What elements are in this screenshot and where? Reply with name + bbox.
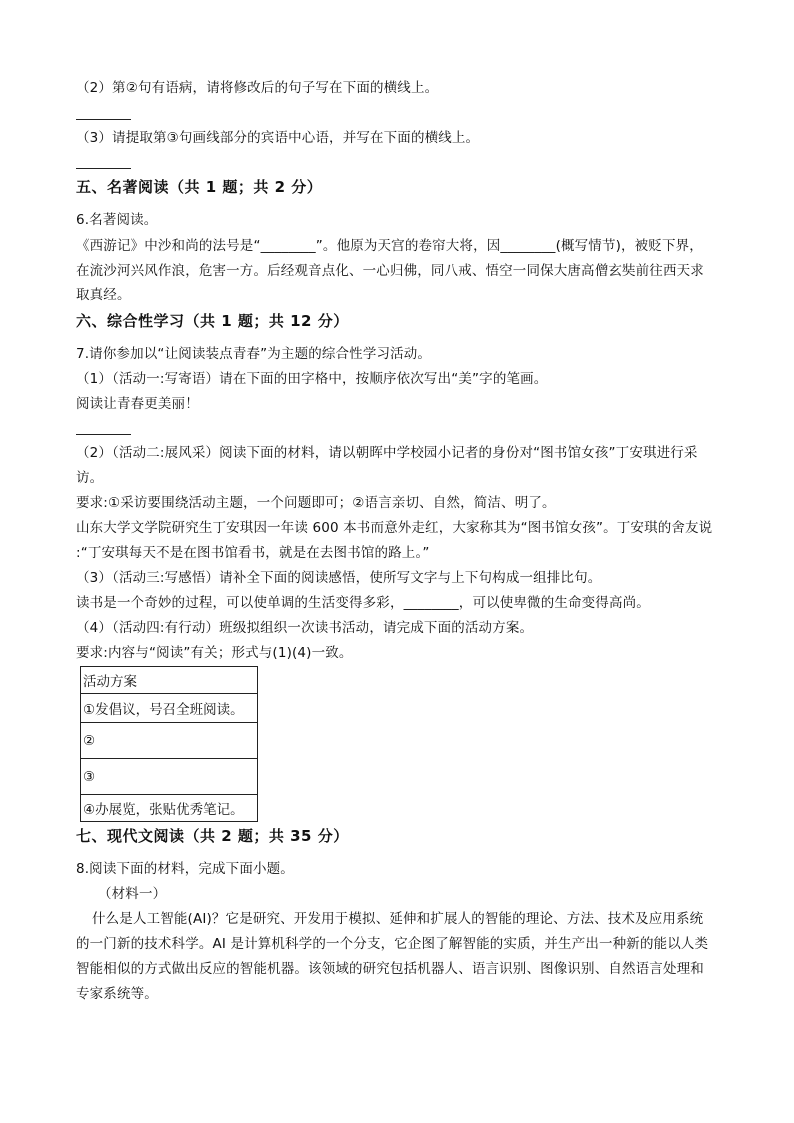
activity-2-requirement: 要求:①采访要围绕活动主题，一个问题即可；②语言亲切、自然，简洁、明了。 [76, 495, 556, 511]
plan-table-cell-1: ①发倡议，号召全班阅读。 [81, 694, 258, 723]
item-6-line-2: 在流沙河兴风作浪，危害一方。后经观音点化、一心归佛，同八戒、悟空一同保大唐高僧玄奘前往西天求 [76, 263, 704, 279]
item-7-title: 7.请你参加以“让阅读装点青春”为主题的综合性学习活动。 [76, 346, 432, 362]
material-1-line-1: 什么是人工智能(AI)？它是研究、开发用于模拟、延伸和扩展人的智能的理论、方法、技术及应用系统 [92, 911, 704, 927]
activity-4-prompt: （4）（活动四:有行动）班级拟组织一次读书活动，请完成下面的活动方案。 [76, 620, 534, 636]
plan-table-cell-4: ④办展览，张贴优秀笔记。 [81, 795, 258, 822]
plan-table-cell-3: ③ [81, 759, 258, 795]
item-6-title: 6.名著阅读。 [76, 212, 158, 228]
activity-3-text: 读书是一个奇妙的过程，可以使单调的生活变得多彩，________，可以使卑微的生命变得高尚。 [76, 595, 650, 611]
activity-3-prompt: （3）（活动三:写感悟）请补全下面的阅读感悟，使所写文字与上下句构成一组排比句。 [76, 570, 602, 586]
plan-table-header: 活动方案 [81, 667, 258, 694]
activity-4-requirement: 要求:内容与“阅读”有关；形式与(1)(4)一致。 [76, 645, 353, 661]
item-8-title: 8.阅读下面的材料，完成下面小题。 [76, 861, 294, 877]
question-4-3: （3）请提取第③句画线部分的宾语中心语，并写在下面的横线上。 [76, 130, 480, 146]
material-1-label: （材料一） [98, 886, 167, 902]
answer-line [76, 119, 131, 120]
material-1-line-4: 专家系统等。 [76, 986, 158, 1002]
material-1-line-3: 智能相似的方式做出反应的智能机器。该领域的研究包括机器人、语言识别、图像识别、自然语言处理和 [76, 961, 704, 977]
answer-line [76, 168, 131, 169]
activity-2-material-line-2: :“丁安琪每天不是在图书馆看书，就是在去图书馆的路上。” [76, 545, 430, 561]
section-7-heading: 七、现代文阅读（共 2 题；共 35 分） [76, 827, 349, 845]
activity-2-material-line-1: 山东大学文学院研究生丁安琪因一年读 600 本书而意外走红，大家称其为“图书馆女孩”。丁安琪的舍友说 [76, 520, 713, 536]
section-5-heading: 五、名著阅读（共 1 题；共 2 分） [76, 178, 323, 196]
material-1-line-2: 的一门新的技术科学。AI 是计算机科学的一个分支，它企图了解智能的实质，并生产出一种新的能以人类 [76, 936, 709, 952]
activity-2-prompt-line-1: （2）（活动二:展风采）阅读下面的材料，请以朝晖中学校园小记者的身份对“图书馆女孩”丁安琪进行采 [76, 445, 698, 461]
activity-1-prompt: （1）（活动一:写寄语）请在下面的田字格中，按顺序依次写出“美”字的笔画。 [76, 371, 548, 387]
activity-2-prompt-line-2: 访。 [76, 470, 104, 486]
item-6-line-1: 《西游记》中沙和尚的法号是“________”。他原为天宫的卷帘大将，因________(概写情节)，被贬下界， [76, 238, 703, 254]
section-6-heading: 六、综合性学习（共 1 题；共 12 分） [76, 312, 349, 330]
activity-plan-table [80, 666, 258, 822]
answer-line [76, 434, 131, 435]
plan-table-cell-2: ② [81, 723, 258, 759]
question-4-2: （2）第②句有语病，请将修改后的句子写在下面的横线上。 [76, 80, 439, 96]
activity-1-text: 阅读让青春更美丽！ [76, 396, 199, 412]
item-6-line-3: 取真经。 [76, 287, 131, 303]
